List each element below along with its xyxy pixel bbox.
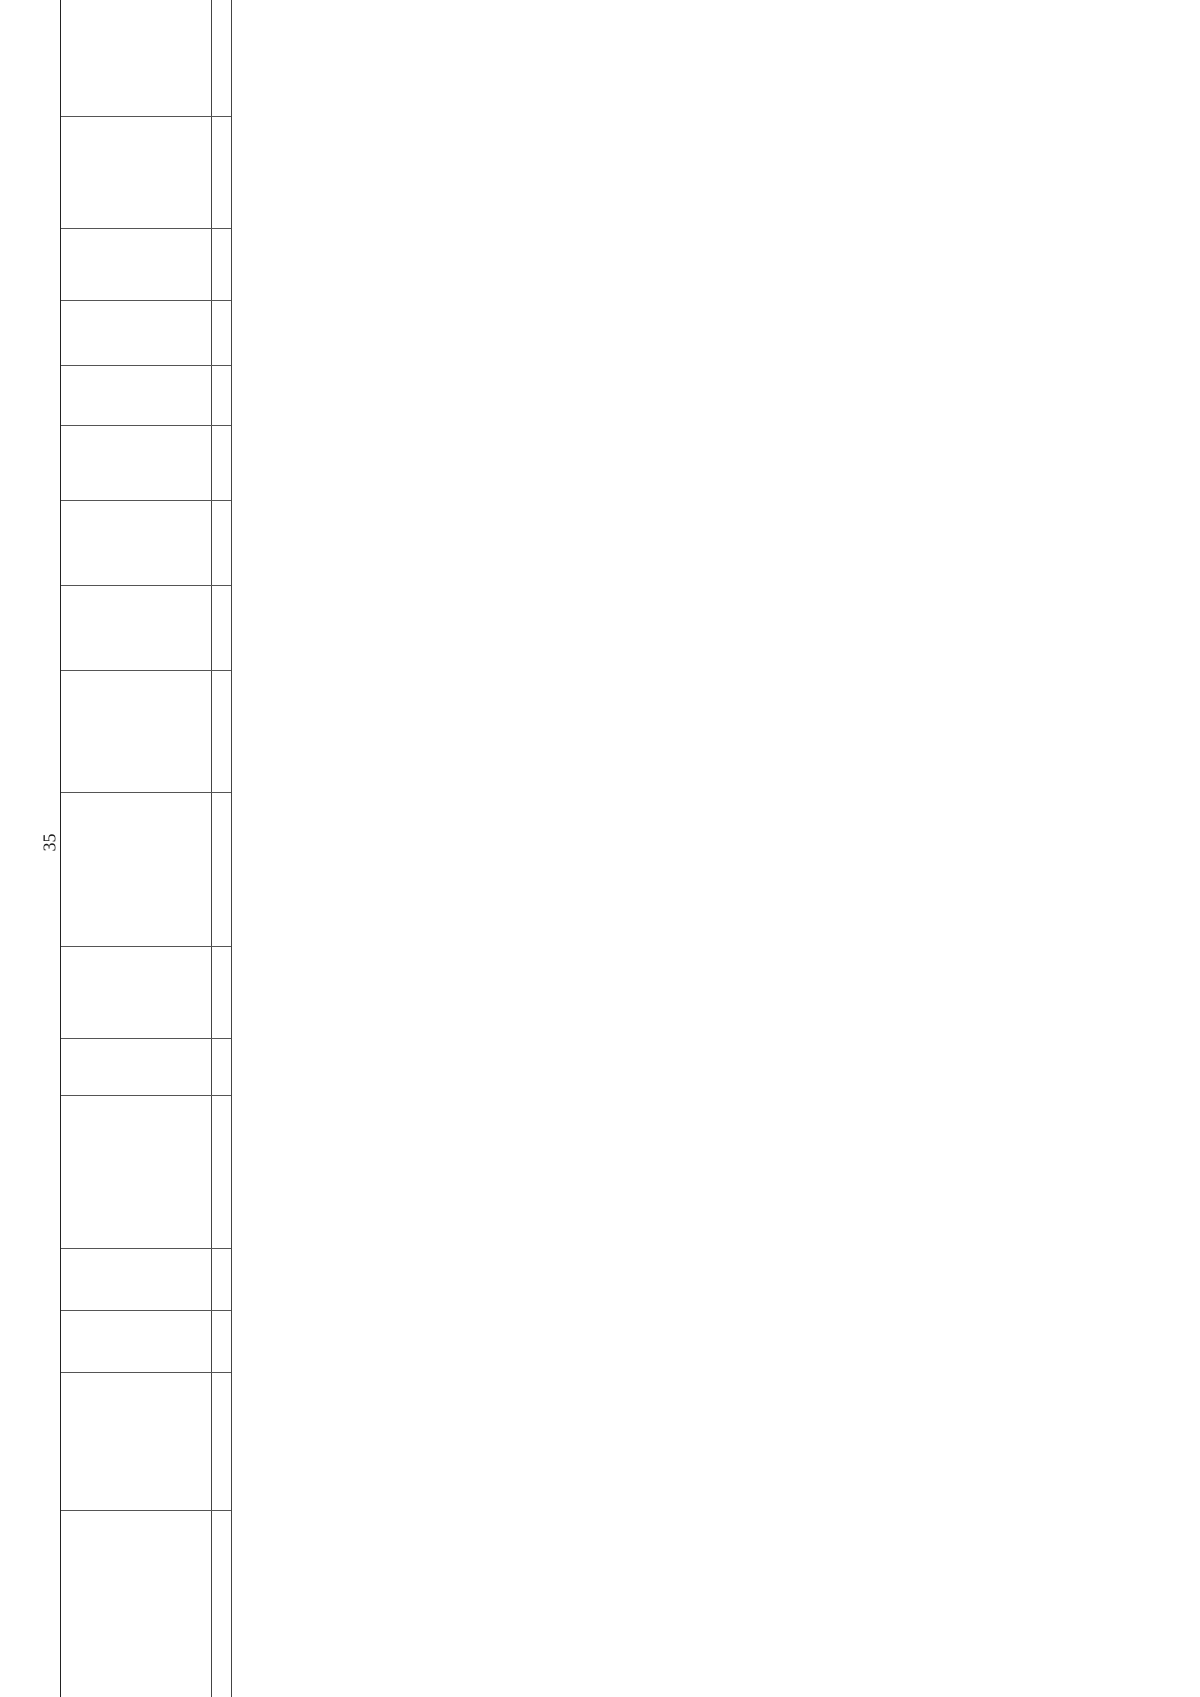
- column-divider: [61, 1372, 231, 1373]
- column-divider: [61, 1510, 231, 1511]
- column-divider: [61, 670, 231, 671]
- page-number: 35: [39, 833, 60, 852]
- column-divider: [61, 300, 231, 301]
- table-body-band: [231, 0, 1181, 1697]
- column-divider: [61, 1038, 231, 1039]
- column-divider: [61, 228, 231, 229]
- column-divider: [61, 116, 231, 117]
- table-header-band: [61, 0, 212, 1697]
- column-divider: [61, 1095, 231, 1096]
- column-divider: [61, 946, 231, 947]
- column-divider: [61, 792, 231, 793]
- column-divider: [61, 425, 231, 426]
- column-divider: [61, 500, 231, 501]
- capital-repair-table: [60, 0, 1181, 1697]
- column-divider: [61, 585, 231, 586]
- column-divider: [61, 1248, 231, 1249]
- column-divider: [61, 1310, 231, 1311]
- column-number-band: [211, 0, 232, 1697]
- column-divider: [61, 365, 231, 366]
